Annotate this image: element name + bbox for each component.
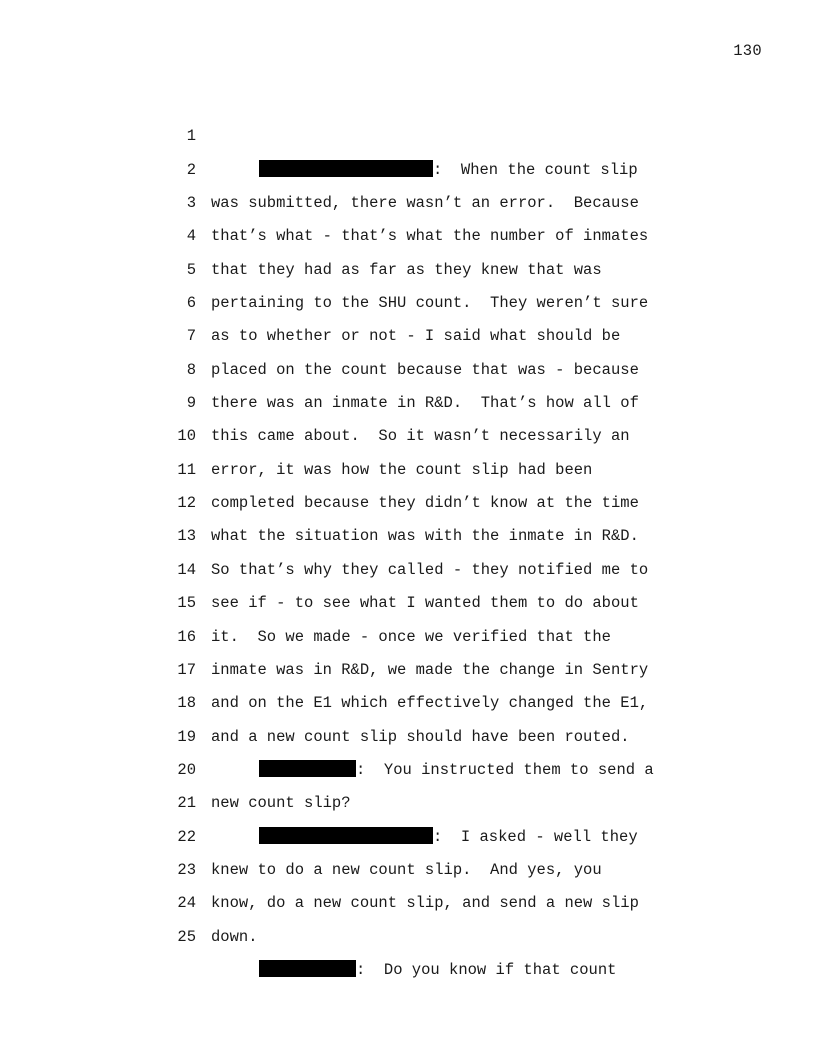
line-text: know, do a new count slip, and send a new slip (211, 894, 639, 913)
line-number: 6 (186, 294, 196, 313)
line-number: 10 (177, 427, 196, 446)
redacted-speaker-name (259, 960, 356, 977)
page-number: 130 (733, 42, 762, 60)
line-text: error, it was how the count slip had been (211, 460, 593, 479)
transcript-line (0, 87, 816, 179)
line-text: see if - to see what I wanted them to do about (211, 594, 639, 613)
line-number: 9 (186, 394, 196, 413)
line-text: and on the E1 which effectively changed the E1, (211, 694, 649, 713)
line-number: 4 (186, 227, 196, 246)
line-text: what the situation was with the inmate in R&D. (211, 527, 639, 546)
line-number: 20 (177, 760, 196, 779)
line-number: 16 (177, 627, 196, 646)
line-number: 22 (177, 827, 196, 846)
line-text: So that’s why they called - they notified me to (211, 560, 649, 579)
line-text: pertaining to the SHU count. They weren’t sure (211, 294, 649, 313)
line-number: 24 (177, 894, 196, 913)
line-number: 8 (186, 360, 196, 379)
line-number: 23 (177, 860, 196, 879)
line-text: was submitted, there wasn’t an error. Because (211, 194, 639, 213)
line-number: 25 (177, 927, 196, 946)
line-text: and a new count slip should have been routed. (211, 727, 630, 746)
line-text: that they had as far as they knew that was (211, 260, 602, 279)
line-text: : Do you know if that count (356, 960, 617, 979)
line-number: 11 (177, 460, 196, 479)
line-text: : I asked - well they (433, 827, 638, 846)
line-text: placed on the count because that was - because (211, 360, 639, 379)
line-text: down. (211, 927, 258, 946)
line-number: 21 (177, 794, 196, 813)
line-number: 19 (177, 727, 196, 746)
transcript-body (0, 87, 816, 979)
line-number: 1 (186, 127, 196, 146)
line-text: as to whether or not - I said what should be (211, 327, 621, 346)
line-number: 14 (177, 560, 196, 579)
line-number: 3 (186, 194, 196, 213)
line-text: : You instructed them to send a (356, 760, 654, 779)
line-text: completed because they didn’t know at the time (211, 494, 639, 513)
line-text: this came about. So it wasn’t necessarily an (211, 427, 630, 446)
line-text: that’s what - that’s what the number of inmates (211, 227, 649, 246)
line-text: knew to do a new count slip. And yes, you (211, 860, 602, 879)
line-number: 2 (186, 160, 196, 179)
line-text: new count slip? (211, 794, 351, 813)
line-number: 5 (186, 260, 196, 279)
line-number: 15 (177, 594, 196, 613)
line-number: 13 (177, 527, 196, 546)
line-number: 18 (177, 694, 196, 713)
line-text: it. So we made - once we verified that the (211, 627, 611, 646)
line-number: 17 (177, 660, 196, 679)
line-text: there was an inmate in R&D. That’s how all of (211, 394, 639, 413)
line-text: : When the count slip (433, 160, 638, 179)
line-text: inmate was in R&D, we made the change in Sentry (211, 660, 649, 679)
line-number: 12 (177, 494, 196, 513)
line-number: 7 (186, 327, 196, 346)
